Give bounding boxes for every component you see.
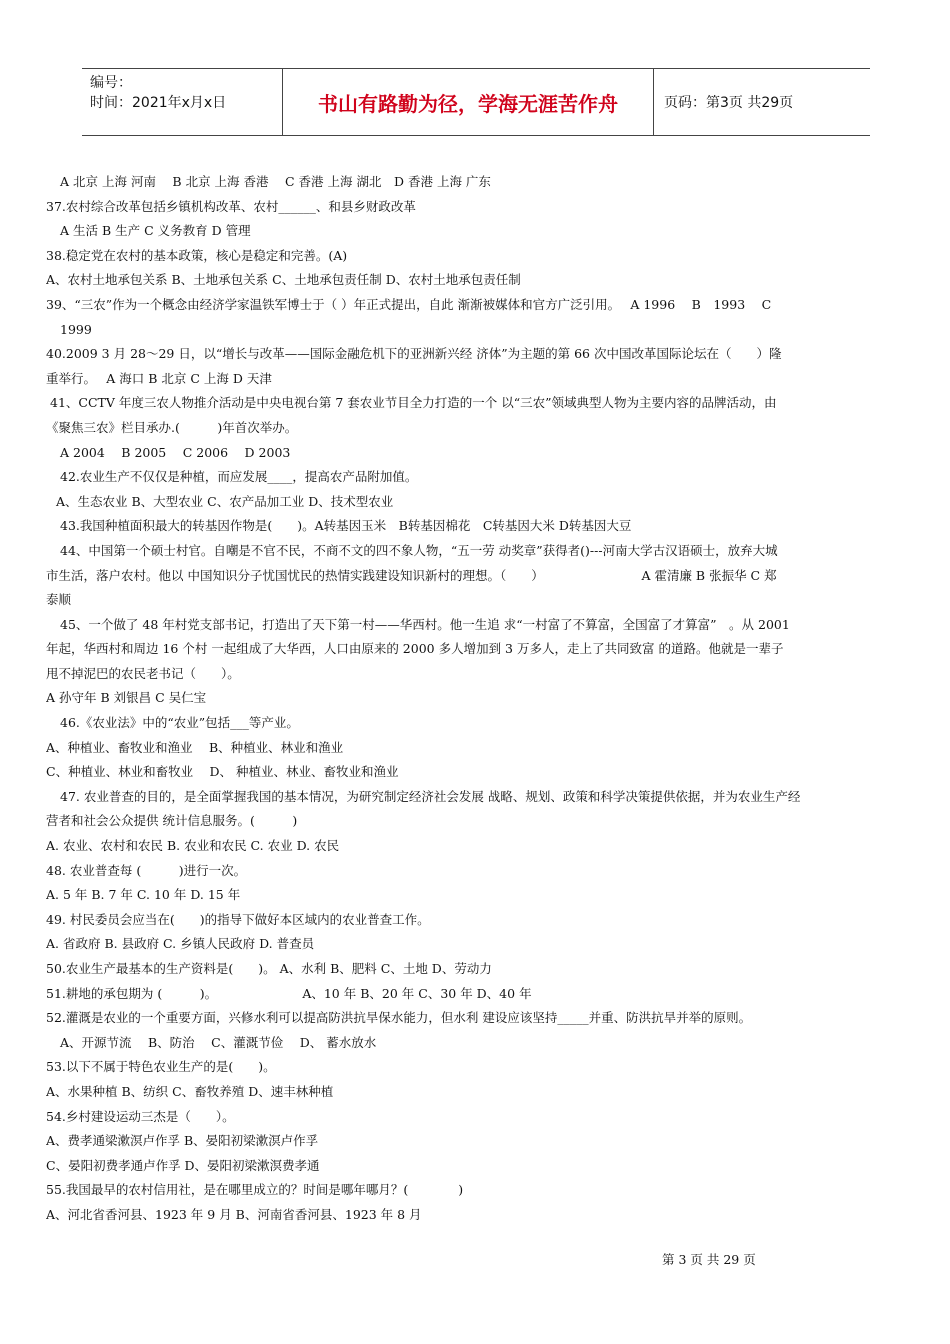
header-meta bbox=[82, 69, 282, 135]
text-line: A、开源节流 B、防治 C、灌溉节俭 D、 蓄水放水 bbox=[60, 1034, 377, 1050]
text-line: A、农村土地承包关系 B、土地承包关系 C、土地承包责任制 D、农村土地承包责任制 bbox=[46, 272, 521, 288]
text-line: A、种植业、畜牧业和渔业 B、种植业、林业和渔业 bbox=[46, 739, 344, 755]
header-motto: 书山有路勤为径，学海无涯苦作舟 bbox=[282, 69, 654, 135]
text-line: 55.我国最早的农村信用社，是在哪里成立的？时间是哪年哪月？( ) bbox=[46, 1182, 464, 1198]
page-header bbox=[82, 68, 870, 136]
text-line: 40.2009 3 月 28～29 日，以“增长与改革——国际金融危机下的亚洲新兴经 济体”为主题的第 66 次中国改革国际论坛在（ ）隆 bbox=[46, 346, 782, 362]
text-line: 41、CCTV 年度三农人物推介活动是中央电视台第 7 套农业节目全力打造的一个 以“三农”领域典型人物为主要内容的品牌活动，由 bbox=[50, 395, 777, 411]
text-line: 营者和社会公众提供 统计信息服务。( ) bbox=[46, 813, 298, 829]
text-line: 45、一个做了 48 年村党支部书记，打造出了天下第一村——华西村。他一生追 求“一村富了不算富，全国富了才算富” 。从 2001 bbox=[60, 616, 790, 632]
text-line: 52.灌溉是农业的一个重要方面，兴修水利可以提高防洪抗旱保水能力，但水利 建设应该坚持_____并重、防洪抗旱并举的原则。 bbox=[46, 1010, 752, 1026]
text-line: A. 省政府 B. 县政府 C. 乡镇人民政府 D. 普查员 bbox=[46, 936, 315, 952]
text-line: 47. 农业普查的目的，是全面掌握我国的基本情况，为研究制定经济社会发展 战略、规划、政策和科学决策提供依据，并为农业生产经 bbox=[60, 788, 801, 804]
text-line: C、种植业、林业和畜牧业 D、 种植业、林业、畜牧业和渔业 bbox=[46, 764, 399, 780]
text-line: A、水果种植 B、纺织 C、畜牧养殖 D、速丰林种植 bbox=[46, 1083, 334, 1099]
text-line: 39、“三农”作为一个概念由经济学家温铁军博士于（ ）年正式提出，自此 渐渐被媒体和官方广泛引用。 A 1996 B 1993 C bbox=[46, 296, 772, 312]
text-line: A. 5 年 B. 7 年 C. 10 年 D. 15 年 bbox=[46, 887, 241, 903]
text-line: 1999 bbox=[60, 321, 92, 337]
text-line: 43.我国种植面积最大的转基因作物是( )。A转基因玉米 B转基因棉花 C转基因大米 D转基因大豆 bbox=[60, 518, 632, 534]
header-page-number: 页码：第3页 共29页 bbox=[664, 95, 794, 111]
text-line: 46.《农业法》中的“农业”包括___等产业。 bbox=[60, 715, 299, 731]
text-line: 重举行。 A 海口 B 北京 C 上海 D 天津 bbox=[46, 370, 272, 386]
text-line: A 2004 B 2005 C 2006 D 2003 bbox=[60, 444, 291, 460]
text-line: A 孙守年 B 刘银昌 C 吴仁宝 bbox=[46, 690, 207, 706]
document-number-label: 编号： bbox=[90, 75, 132, 91]
text-line: A、费孝通梁漱溟卢作孚 B、晏阳初梁漱溟卢作孚 bbox=[46, 1133, 319, 1149]
text-line: A、生态农业 B、大型农业 C、农产品加工业 D、技术型农业 bbox=[56, 493, 394, 509]
text-line: 44、中国第一个硕士村官。自嘲是不官不民，不商不文的四不象人物，“五一劳 动奖章”获得者()---河南大学古汉语硕士，放弃大城 bbox=[60, 542, 778, 558]
text-line: 48. 农业普查每 ( )进行一次。 bbox=[46, 862, 247, 878]
text-line: 泰顺 bbox=[46, 592, 72, 608]
text-line: 53.以下不属于特色农业生产的是( )。 bbox=[46, 1059, 276, 1075]
text-line: 54.乡村建设运动三杰是（ ）。 bbox=[46, 1108, 235, 1124]
text-line: 甩不掉泥巴的农民老书记（ ）。 bbox=[46, 665, 240, 681]
document-body bbox=[46, 170, 906, 1228]
text-line: A. 农业、农村和农民 B. 农业和农民 C. 农业 D. 农民 bbox=[46, 838, 340, 854]
text-line: A、河北省香河县、1923 年 9 月 B、河南省香河县、1923 年 8 月 bbox=[46, 1206, 422, 1222]
document-date-label: 时间：2021年x月x日 bbox=[90, 95, 227, 111]
text-line: 51.耕地的承包期为 ( )。 A、10 年 B、20 年 C、30 年 D、40 年 bbox=[46, 985, 532, 1001]
text-line: 42.农业生产不仅仅是种植，而应发展____，提高农产品附加值。 bbox=[60, 469, 418, 485]
text-line: 《聚焦三农》栏目承办.( )年首次举办。 bbox=[46, 419, 298, 435]
text-line: A 北京 上海 河南 B 北京 上海 香港 C 香港 上海 湖北 D 香港 上海 广东 bbox=[60, 174, 491, 189]
text-line: 50.农业生产最基本的生产资料是( )。 A、水利 B、肥料 C、土地 D、劳动力 bbox=[46, 961, 492, 976]
page-footer: 第 3 页 共 29 页 bbox=[662, 1252, 756, 1267]
text-line: 38.稳定党在农村的基本政策，核心是稳定和完善。(A) bbox=[46, 247, 348, 263]
text-line: 37.农村综合改革包括乡镇机构改革、农村______、和县乡财政改革 bbox=[46, 198, 416, 214]
text-line: A 生活 B 生产 C 义务教育 D 管理 bbox=[60, 223, 251, 239]
text-line: 49. 村民委员会应当在( )的指导下做好本区域内的农业普查工作。 bbox=[46, 911, 430, 927]
text-line: C、晏阳初费孝通卢作孚 D、晏阳初梁漱溟费孝通 bbox=[46, 1157, 320, 1173]
text-line: 市生活，落户农村。他以 中国知识分子忧国忧民的热情实践建设知识新村的理想。（ ） A 霍清廉 B 张振华 C 郑 bbox=[46, 567, 777, 583]
text-line: 年起，华西村和周边 16 个村 一起组成了大华西，人口由原来的 2000 多人增加到 3 万多人，走上了共同致富 的道路。他就是一辈子 bbox=[46, 641, 784, 657]
